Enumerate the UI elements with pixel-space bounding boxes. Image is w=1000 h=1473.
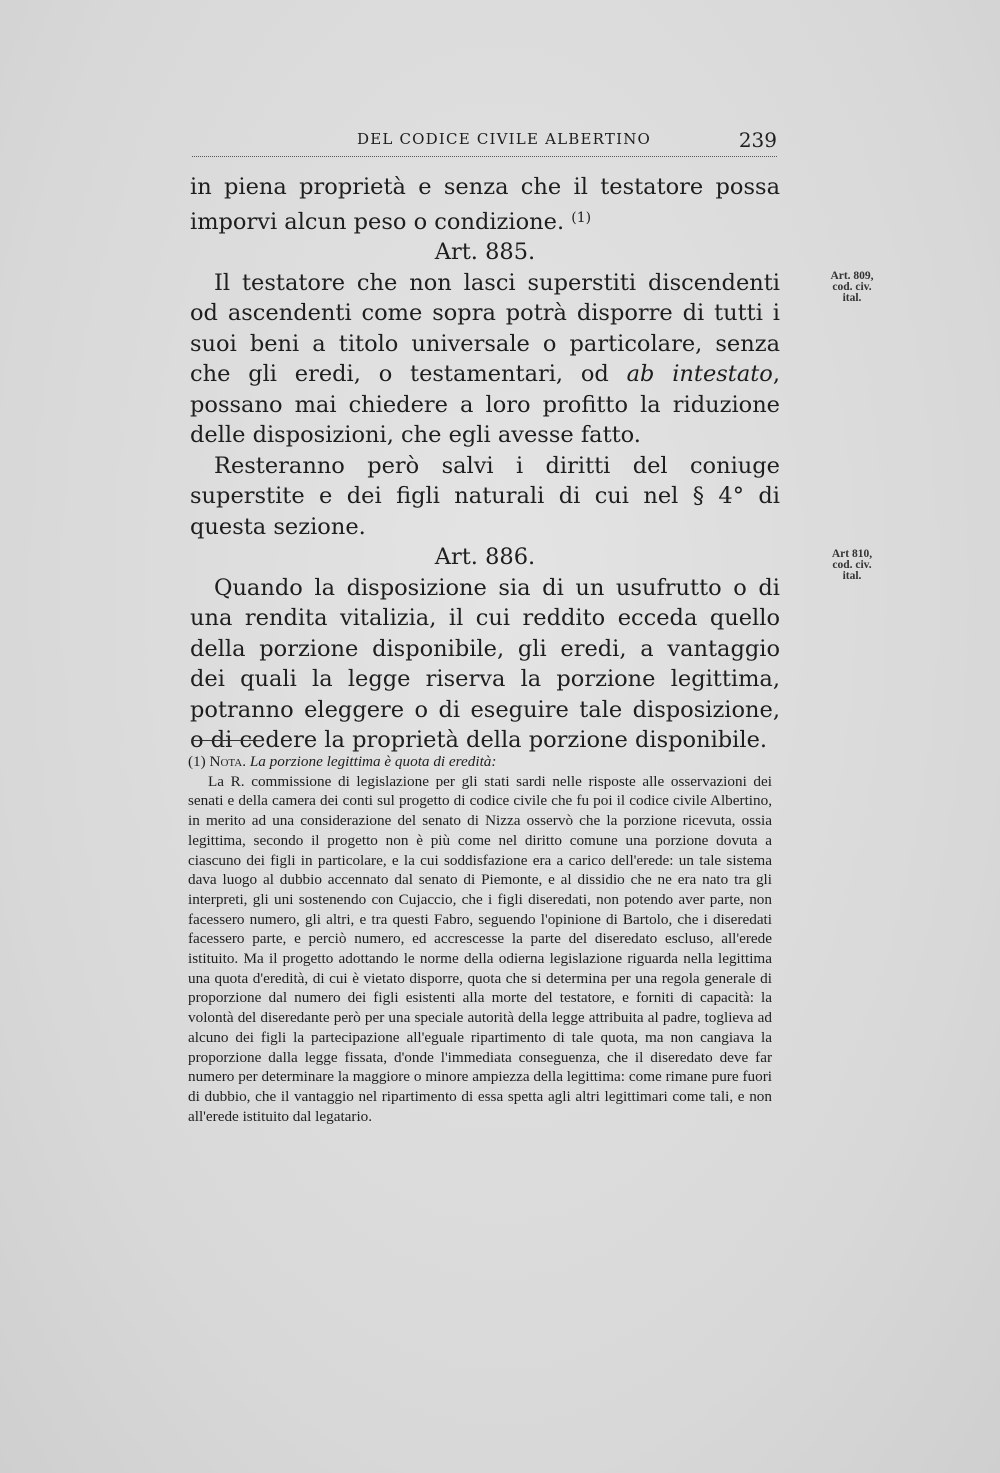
margin-note-line: Art 810, (831, 548, 873, 560)
footnote-label: Nota. (209, 753, 247, 770)
footnote-heading (188, 752, 772, 772)
article-heading-885: Art. 885. (434, 239, 536, 265)
paragraph-continuation (190, 172, 780, 237)
text-segment: , possano mai chiedere a loro profitto la riduzione delle disposizioni, che egli avesse fatto. (190, 361, 781, 448)
margin-note-line: Art. 809, (830, 270, 874, 282)
margin-note-art-810 (822, 549, 882, 582)
article-886-paragraph-1: Quando la disposizione sia di un usufrutto o di una rendita vitalizia, il cui reddito ecceda quello della porzione disponibile, gli eredi, a vantaggio dei quali la legge riserva la porzione legittima, potranno eleggere o di eseguire tale disposizione, o di cedere la proprietà della porzione disponibile. (190, 574, 780, 753)
margin-note-line: cod. civ. ital. (832, 559, 872, 582)
footnote-title: La porzione legittima è quota di eredità: (249, 753, 497, 770)
text-segment: Il testatore che non lasci superstiti discendenti od ascendenti come sopra potrà disporre di tutti i suoi beni a titolo universale o particolare, senza che gli eredi, o testamentari, od (190, 269, 780, 387)
page-number: 239 (738, 128, 777, 152)
margin-note-art-809 (822, 271, 882, 304)
main-text (190, 172, 780, 756)
article-885-paragraph-2: Resteranno però salvi i diritti del coniuge superstite e dei figli naturali di cui nel § 4° di questa sezione. (190, 452, 780, 540)
footnote-rule (192, 740, 264, 741)
footnote-text: La R. commissione di legislazione per gli stati sardi nelle risposte alle osservazioni dei senati e della camera dei conti sul progetto di codice civile che fu poi il codice civile Albertino, in merito ad una considerazione del senato di Nizza osservò che la porzione ricevuta, ossia legittima, secondo il progetto non è più come nel diritto comune una porzione dovuta a ciascuno dei figli in particolare, e la cui soddisfazione era a carico dell'erede: un tale sistema dava luogo al dubbio accennato dal senato di Piemonte, e al dissidio che ne era nato tra gli interpreti, gli uni sostenendo con Cujaccio, che i figli diseredati, non potendo aver parte, non facessero numero, gli altri, e tra questi Fabro, seguendo l'opinione di Bartolo, che i diseredati facessero parte, e perciò numero, ed accrescesse la parte del diseredato escluso, all'erede istituito. Ma il progetto adottando le norme della odierna legislazione riguarda nella legittima una quota d'eredità, di cui è vietato disporre, quota che si determina per una regola generale di proporzione dal numero dei figli esistenti alla morte del testatore, e forniti di capacità: la volontà del diseredante però per una speciale autorità della legge attribuita al padre, toglieva ad alcuno dei figli la partecipazione all'eguale ripartimento di tale quota, ma non cangiava la proporzione dalla legge fissata, d'onde l'immediata conseguenza, che il diseredato deve far numero per determinare la maggiore o minore ampiezza della legittima: come rimane pure fuori di dubbio, che il vantaggio nel ripartimento di essa spetta agli altri legittimari come tali, e non all'erede istituito dal legatario. (188, 772, 772, 1125)
running-title: DEL CODICE CIVILE ALBERTINO (357, 130, 652, 148)
running-header (192, 128, 777, 158)
header-rule (192, 156, 777, 157)
article-heading-886: Art. 886. (434, 544, 536, 570)
footnote (188, 752, 772, 1126)
italic-term: ab intestato (626, 361, 773, 387)
footnote-marker: (1) (188, 753, 206, 770)
article-885-paragraph-1 (190, 268, 780, 451)
paragraph-text: in piena proprietà e senza che il testatore possa imporvi alcun peso o condizione. (190, 174, 780, 235)
margin-note-line: cod. civ. ital. (832, 281, 872, 304)
footnote-reference: (1) (571, 209, 592, 226)
